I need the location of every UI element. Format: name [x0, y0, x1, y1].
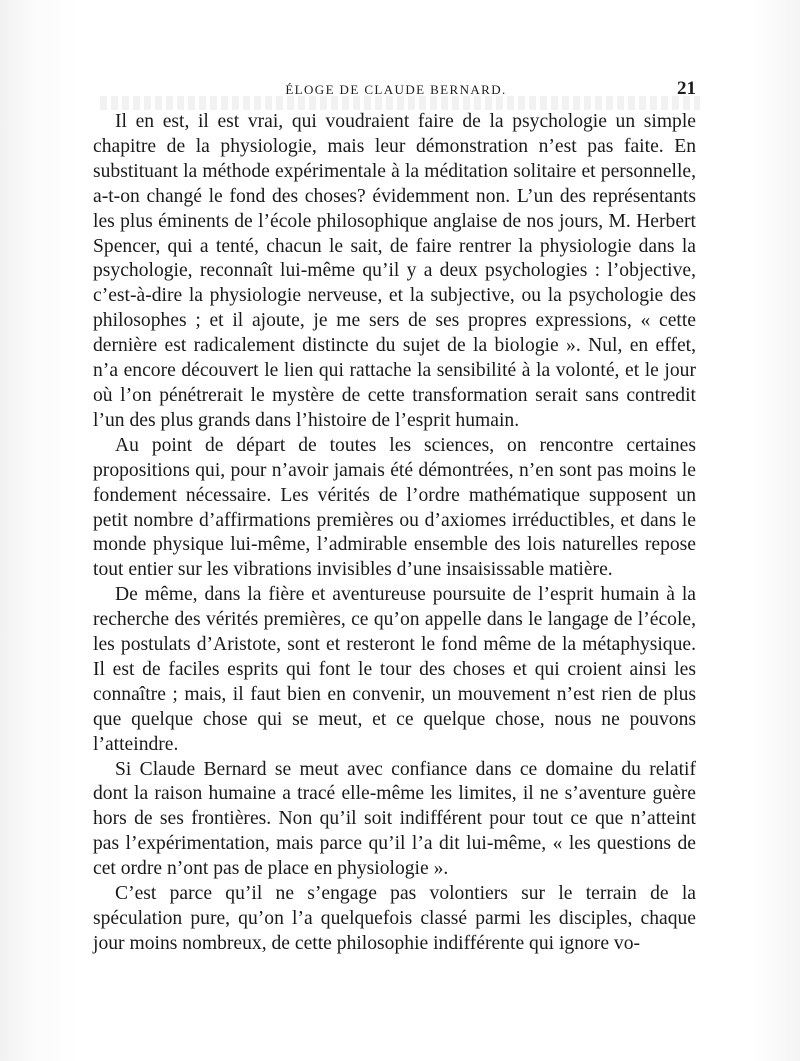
running-head [96, 78, 696, 100]
page-number: 21 [677, 78, 696, 99]
paragraph-4: Si Claude Bernard se meut avec confiance dans ce domaine du relatif dont la raison humaine a tracé elle-même les limites, il ne s’aventure guère hors de ses frontières. Non qu’il soit indifférent pour tout ce que n’atteint pas l’expérimentation, mais parce qu’il l’a dit lui-même, « les questions de cet ordre n’ont pas de place en physiologie ». [93, 758, 696, 880]
body-text [93, 110, 696, 957]
paragraph-5: C’est parce qu’il ne s’engage pas volontiers sur le terrain de la spéculation pure, qu’on l’a quelquefois classé parmi les disciples, chaque jour moins nombreux, de cette philosophie indifférente qui ignore vo- [93, 883, 696, 954]
paragraph-1: Il en est, il est vrai, qui voudraient faire de la psychologie un simple chapitre de la physiologie, mais leur démonstration n’est pas faite. En substituant la méthode expérimentale à la méditation solitaire et personnelle, a-t-on changé le fond des choses? évidemment non. L’un des représentants les plus éminents de l’école philosophique anglaise de nos jours, M. Herbert Spencer, qui a tenté, chacun le sait, de faire rentrer la physiologie dans la psychologie, reconnaît lui-même qu’il y a deux psychologies : l’objective, c’est-à-dire la physiologie nerveuse, et la subjective, ou la psychologie des philosophes ; et il ajoute, je me sers de ses propres expressions, « cette dernière est radicalement distincte du sujet de la biologie ». Nul, en effet, n’a encore découvert le lien qui rattache la sensibilité à la volonté, et le jour où l’on pénétrerait le mystère de cette transformation serait sans contredit l’un des plus grands dans l’histoire de l’esprit humain. [93, 111, 696, 431]
paragraph-2: Au point de départ de toutes les sciences, on rencontre certaines propositions qui, pour n’avoir jamais été démontrées, n’en sont pas moins le fondement nécessaire. Les vérités de l’ordre mathématique supposent un petit nombre d’affirmations premières ou d’axiomes irréductibles, et dans le monde physique lui-même, l’admirable ensemble des lois naturelles repose tout entier sur les vibrations invisibles d’une insaisissable matière. [93, 434, 696, 581]
running-title: ÉLOGE DE CLAUDE BERNARD. [285, 82, 507, 97]
paragraph-3: De même, dans la fière et aventureuse poursuite de l’esprit humain à la recherche des vérités premières, ce qu’on appelle dans le langage de l’école, les postulats d’Aristote, sont et resteront le fond même de la métaphysique. Il est de faciles esprits qui font le tour des choses et qui croient ainsi les connaître ; mais, il faut bien en convenir, un mouvement n’est rien de plus que quelque chose qui se meut, et ce quelque chose, nous ne pouvons l’atteindre. [93, 584, 696, 755]
